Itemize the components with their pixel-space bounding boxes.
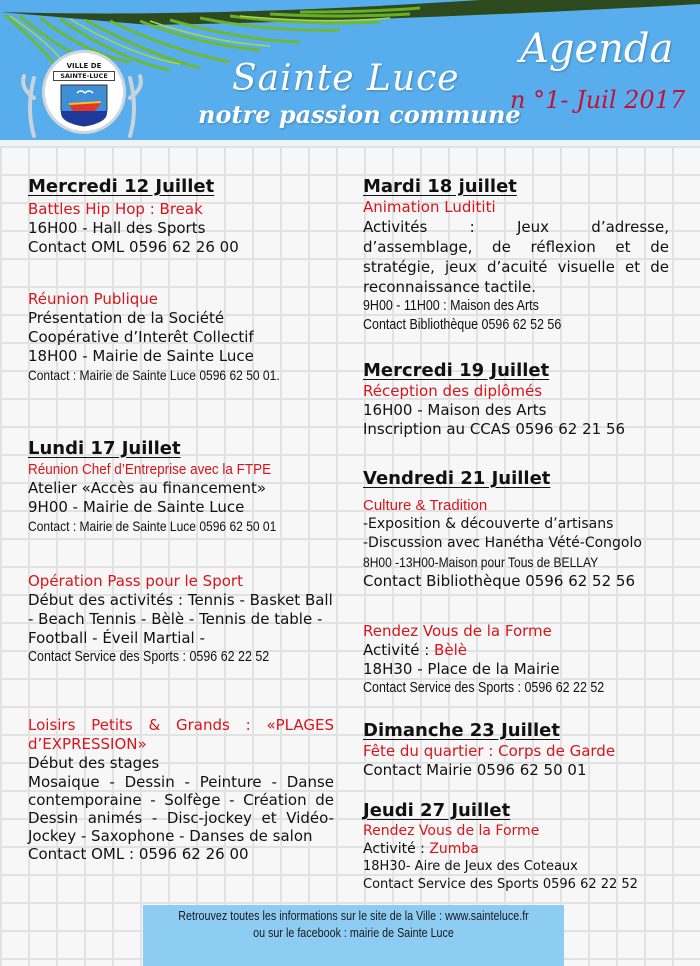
event-time-place: 9H00 - Mairie de Sainte Luce <box>28 498 245 516</box>
event-title: Loisirs Petits & Grands : «PLAGES d’EXPRESSION» <box>28 716 334 753</box>
activity-label: Activité : <box>363 641 435 659</box>
event-contact: Contact Bibliothèque 0596 62 52 56 <box>363 572 635 590</box>
event-detail: Activités : Jeux d’adresse, d’assemblage, de réflexion et de stratégie, jeux d’acuité visuelle et de reconnaissance tactile. <box>363 218 669 296</box>
day-section <box>363 360 669 439</box>
coat-of-arms <box>42 50 126 134</box>
activity-value: Zumba <box>429 841 479 857</box>
footer-website-line: Retrouvez toutes les informations sur le site de la Ville : www.sainteluce.fr <box>178 909 529 923</box>
event-title: Animation Ludititi <box>363 198 496 216</box>
header-banner <box>0 0 700 140</box>
event-contact: Contact : Mairie de Sainte Luce 0596 62 50 01 <box>28 518 277 534</box>
agenda-title: Agenda <box>520 26 674 72</box>
event-contact: Contact Service des Sports : 0596 62 22 52 <box>363 680 605 696</box>
event-detail: Début des activités : Tennis - Basket Ball - Beach Tennis - Bèlè - Tennis de table - Football - Éveil Martial - <box>28 591 333 647</box>
event-activity <box>363 641 669 660</box>
event-time-place: 8H00 -13H00-Maison pour Tous de BELLAY <box>363 554 599 570</box>
shield-boat-icon <box>59 83 109 127</box>
day-section <box>363 468 669 591</box>
event-title: Réunion Chef d’Entreprise avec la FTPE <box>28 461 272 478</box>
day-heading: Lundi 17 Juillet <box>28 438 181 459</box>
event-detail: -Exposition & découverte d’artisans <box>363 516 614 532</box>
event-block <box>28 716 334 864</box>
event-time-place: 18H30- Aire de Jeux des Coteaux <box>363 859 578 874</box>
city-logo <box>12 48 152 140</box>
event-title: Battles Hip Hop : Break <box>28 200 203 218</box>
day-section <box>28 438 334 536</box>
event-contact: Contact OML 0596 62 26 00 <box>28 238 239 256</box>
event-contact: Contact Service des Sports : 0596 62 22 52 <box>28 649 270 665</box>
activity-label: Activité : <box>363 841 430 857</box>
town-slogan: notre passion commune <box>198 100 521 129</box>
event-time-place: 16H00 - Hall des Sports <box>28 219 206 237</box>
day-section <box>363 800 669 894</box>
event-detail: Atelier «Accès au financement» <box>28 479 267 497</box>
event-title: Opération Pass pour le Sport <box>28 572 243 590</box>
event-detail: Mosaique - Dessin - Peinture - Danse contemporaine - Solfège - Création de Dessin animés - Disc-jockey et Vidéo-Jockey - Saxophone - Danses de salon <box>28 773 334 845</box>
event-contact: Contact : Mairie de Sainte Luce 0596 62 50 01. <box>28 367 280 383</box>
event-detail: Début des stages <box>28 754 160 772</box>
event-time-place: 16H00 - Maison des Arts <box>363 401 547 419</box>
event-block <box>28 290 334 385</box>
town-title: Sainte Luce <box>232 58 460 99</box>
footer-info-box <box>143 905 564 966</box>
day-section <box>363 176 669 335</box>
event-contact: Contact Mairie 0596 62 50 01 <box>363 761 587 779</box>
event-detail: Présentation de la Société <box>28 309 225 327</box>
event-title: Réception des diplômés <box>363 382 543 400</box>
event-title: Fête du quartier : Corps de Garde <box>363 742 616 760</box>
event-detail: Coopérative d’Interêt Collectif <box>28 328 254 346</box>
day-heading: Mardi 18 juillet <box>363 176 517 197</box>
header-divider <box>0 140 700 146</box>
activity-value: Bèlè <box>434 641 467 659</box>
day-section <box>363 720 669 780</box>
footer-facebook-line: ou sur le facebook : mairie de Sainte Luce <box>253 926 454 940</box>
logo-text-ville: VILLE DE <box>66 62 102 70</box>
event-title: Rendez Vous de la Forme <box>363 823 540 839</box>
day-heading: Mercredi 19 Juillet <box>363 360 550 381</box>
event-contact: Inscription au CCAS 0596 62 21 56 <box>363 420 626 438</box>
event-block <box>363 622 669 698</box>
day-heading: Vendredi 21 Juillet <box>363 468 551 489</box>
day-heading: Dimanche 23 Juillet <box>363 720 560 741</box>
day-heading: Mercredi 12 Juillet <box>28 176 215 197</box>
event-detail: -Discussion avec Hanétha Vété-Congolo <box>363 535 642 551</box>
event-contact: Contact OML : 0596 62 26 00 <box>28 845 249 863</box>
event-title: Rendez Vous de la Forme <box>363 622 552 640</box>
event-contact: Contact Service des Sports 0596 62 22 52 <box>363 877 638 892</box>
event-block <box>28 572 334 667</box>
event-time-place: 18H30 - Place de la Mairie <box>363 660 560 678</box>
event-contact: Contact Bibliothèque 0596 62 52 56 <box>363 317 562 333</box>
event-time-place: 9H00 - 11H00 : Maison des Arts <box>363 298 539 314</box>
event-title: Culture & Tradition <box>363 497 488 514</box>
event-title: Réunion Publique <box>28 290 159 308</box>
event-activity <box>363 840 669 858</box>
issue-number: n °1- Juil 2017 <box>510 86 686 114</box>
logo-text-sainte-luce: SAINTE-LUCE <box>53 71 115 81</box>
day-section <box>28 176 334 257</box>
day-heading: Jeudi 27 Juillet <box>363 800 511 821</box>
event-time-place: 18H00 - Mairie de Sainte Luce <box>28 347 254 365</box>
